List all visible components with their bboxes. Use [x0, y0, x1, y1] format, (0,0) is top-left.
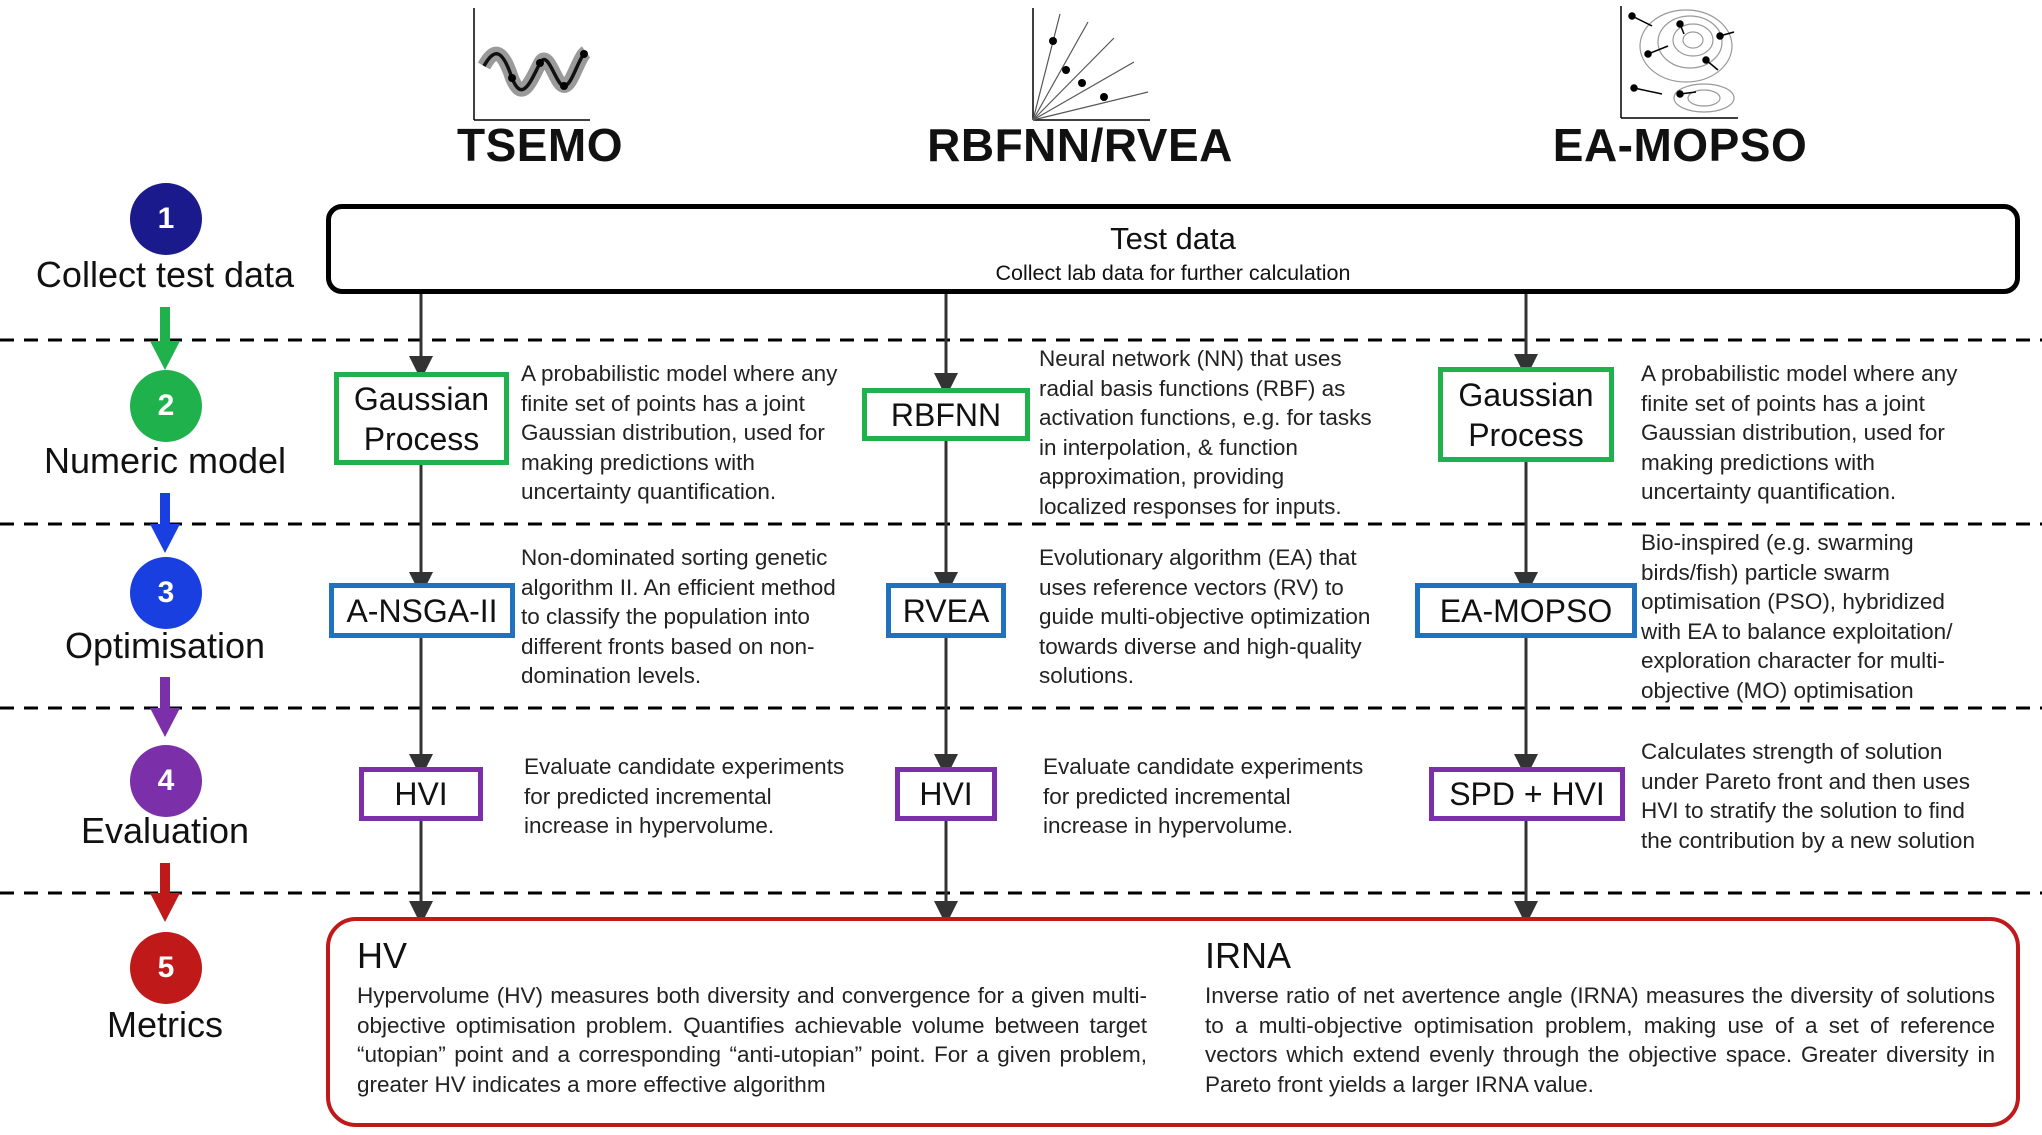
desc-line: radial basis functions (RBF) as: [1039, 375, 1346, 401]
evaluation-label: HVI: [919, 776, 973, 812]
model-label: RBFNN: [890, 396, 1002, 433]
optimiser-description-ea-mopso: [1641, 528, 2021, 705]
desc-line: guide multi-objective optimization: [1039, 604, 1371, 629]
step-4-badge: 4: [130, 745, 202, 817]
desc-line: Neural network (NN) that uses: [1039, 346, 1342, 371]
particle-swarm-contour-icon: [1618, 6, 1742, 121]
optimiser-description-tsemo: [521, 543, 871, 691]
desc-line: localized responses for inputs.: [1039, 493, 1342, 519]
desc-line: finite set of points has a joint: [521, 390, 805, 416]
desc-line: different fronts based on non-: [521, 633, 815, 659]
desc-line: to classify the population into: [521, 604, 810, 629]
model-description-rbfnn: [1039, 344, 1409, 521]
step-3-badge: 3: [130, 557, 202, 629]
optimiser-label: EA-MOPSO: [1439, 592, 1613, 629]
model-box-rbfnn: [862, 388, 1030, 441]
step-5-badge: 5: [130, 932, 202, 1004]
model-box-tsemo: [334, 372, 509, 465]
model-label-line2: Process: [363, 420, 480, 457]
metric-title-irna: IRNA: [1205, 935, 1292, 976]
desc-line: increase in hypervolume.: [524, 813, 775, 838]
desc-line: uncertainty quantification.: [1641, 479, 1897, 504]
evaluation-box-ea-mopso: [1429, 767, 1625, 821]
desc-line: the contribution by a new solution: [1641, 827, 1975, 853]
desc-line: Evaluate candidate experiments: [524, 754, 845, 779]
desc-line: Evolutionary algorithm (EA) that: [1039, 545, 1357, 570]
desc-line: under Pareto front and then uses: [1641, 768, 1970, 794]
method-title-ea-mopso: EA-MOPSO: [1552, 119, 1808, 171]
optimiser-box-tsemo: [329, 583, 515, 638]
test-data-box: [326, 204, 2020, 294]
metric-title-hv: HV: [357, 935, 408, 976]
desc-line: exploration character for multi-: [1641, 648, 1945, 673]
evaluation-description-ea-mopso: [1641, 737, 2026, 855]
desc-line: finite set of points has a joint: [1641, 390, 1925, 416]
desc-line: for predicted incremental: [1043, 783, 1291, 809]
desc-line: Gaussian distribution, used for: [1641, 420, 1945, 445]
desc-line: Non-dominated sorting genetic: [521, 545, 828, 570]
desc-line: making predictions with: [1641, 449, 1875, 475]
desc-line: birds/fish) particle swarm: [1641, 559, 1890, 585]
model-description-tsemo: [521, 359, 866, 507]
optimiser-label: RVEA: [902, 592, 990, 629]
desc-line: Evaluate candidate experiments: [1043, 754, 1364, 779]
desc-line: A probabilistic model where any: [1641, 361, 1958, 386]
model-box-ea-mopso: [1438, 367, 1614, 462]
optimiser-box-ea-mopso: [1415, 583, 1637, 638]
step-3-label: Optimisation: [64, 625, 266, 666]
evaluation-box-tsemo: [359, 767, 483, 821]
model-description-ea-mopso: [1641, 359, 2021, 507]
desc-line: with EA to balance exploitation/: [1641, 618, 1953, 644]
desc-line: objective (MO) optimisation: [1641, 677, 1914, 703]
desc-line: increase in hypervolume.: [1043, 813, 1294, 838]
desc-line: in interpolation, & function: [1039, 434, 1298, 460]
optimiser-description-rvea: [1039, 543, 1419, 691]
desc-line: for predicted incremental: [524, 783, 772, 809]
metrics-box: [326, 917, 2020, 1127]
evaluation-label: SPD + HVI: [1449, 776, 1605, 812]
method-title-rbfnn-rvea: RBFNN/RVEA: [927, 119, 1233, 171]
model-label-line1: Gaussian: [1458, 376, 1594, 413]
model-label-line1: Gaussian: [353, 380, 490, 417]
test-data-subtitle: Collect lab data for further calculation: [995, 261, 1351, 285]
optimiser-box-rvea: [886, 583, 1006, 638]
method-title-tsemo: TSEMO: [456, 119, 624, 171]
model-label-line2: Process: [1468, 416, 1584, 453]
step-4-label: Evaluation: [80, 810, 250, 851]
desc-line: solutions.: [1039, 663, 1135, 688]
step-2-label: Numeric model: [43, 440, 287, 481]
step-5-label: Metrics: [107, 1004, 223, 1045]
step-1-badge: 1: [130, 183, 202, 255]
step-2-badge: 2: [130, 370, 202, 442]
desc-line: Bio-inspired (e.g. swarming: [1641, 530, 1914, 555]
desc-line: HVI to stratify the solution to find: [1641, 798, 1965, 823]
evaluation-label: HVI: [394, 776, 448, 812]
desc-line: towards diverse and high-quality: [1039, 633, 1362, 659]
desc-line: uncertainty quantification.: [521, 479, 777, 504]
evaluation-description-tsemo: [524, 752, 874, 841]
desc-line: making predictions with: [521, 449, 755, 475]
evaluation-description-rvea: [1043, 752, 1393, 841]
metric-text-irna: Inverse ratio of net avertence angle (IRNA) measures the diversity of solutions to a multi-objective optimisation problem, making use of a set of reference vectors which extend evenly through the objective space. Greater diversity in Pareto front yields a larger IRNA value.: [1205, 983, 1995, 1097]
desc-line: A probabilistic model where any: [521, 361, 838, 386]
optimiser-label: A-NSGA-II: [346, 592, 498, 629]
desc-line: algorithm II. An efficient method: [521, 574, 836, 600]
desc-line: activation functions, e.g. for tasks: [1039, 405, 1372, 430]
desc-line: domination levels.: [521, 663, 702, 688]
desc-line: optimisation (PSO), hybridized: [1641, 589, 1945, 614]
step-1-label: Collect test data: [35, 254, 295, 295]
desc-line: Calculates strength of solution: [1641, 739, 1943, 764]
reference-vectors-icon: [1030, 8, 1154, 123]
desc-line: approximation, providing: [1039, 464, 1285, 489]
metric-text-hv: Hypervolume (HV) measures both diversity and convergence for a given multi-objective optimisation problem. Quantifies achievable volume between target “utopian” point and a corresponding “anti-utopian” point. For a given problem, greater HV indicates a more effective algorithm: [357, 983, 1147, 1097]
gaussian-process-curve-icon: [472, 8, 592, 123]
test-data-title: Test data: [1110, 221, 1236, 256]
desc-line: uses reference vectors (RV) to: [1039, 574, 1344, 600]
desc-line: Gaussian distribution, used for: [521, 420, 825, 445]
evaluation-box-rvea: [895, 767, 997, 821]
